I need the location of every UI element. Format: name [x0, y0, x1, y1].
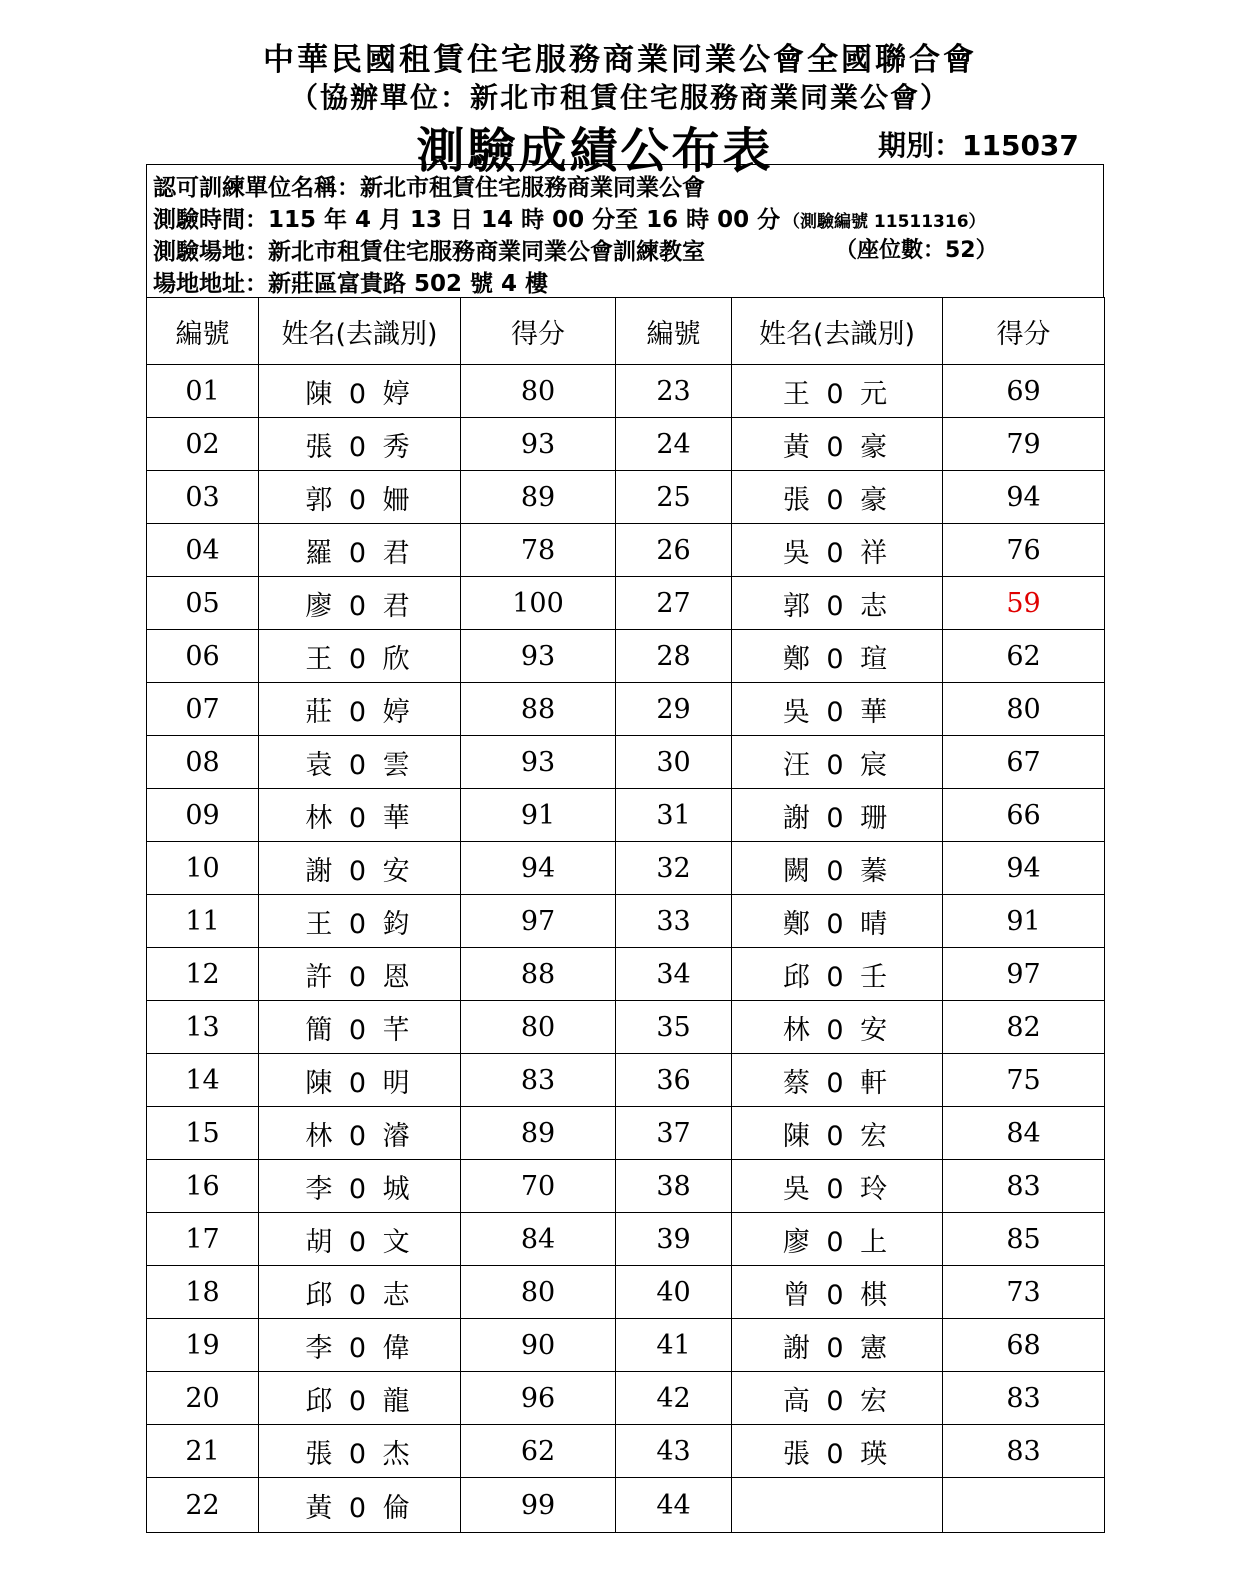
score: 91 [461, 789, 616, 842]
row-number: 34 [616, 948, 732, 1001]
row-number: 06 [147, 630, 259, 683]
score: 75 [943, 1054, 1105, 1107]
score: 59 [943, 577, 1105, 630]
training-org: 認可訓練單位名稱：新北市租賃住宅服務商業同業公會 [153, 175, 705, 201]
score: 79 [943, 418, 1105, 471]
col-header-number: 編號 [147, 298, 259, 365]
score: 62 [943, 630, 1105, 683]
col-header-score: 得分 [943, 298, 1105, 365]
row-number: 44 [616, 1478, 732, 1533]
student-name: 郭 0 志 [732, 577, 943, 630]
row-number: 35 [616, 1001, 732, 1054]
score: 84 [943, 1107, 1105, 1160]
row-number: 30 [616, 736, 732, 789]
score: 93 [461, 418, 616, 471]
student-name: 王 0 欣 [259, 630, 461, 683]
row-number: 41 [616, 1319, 732, 1372]
table-row [147, 418, 1105, 471]
score: 84 [461, 1213, 616, 1266]
student-name: 謝 0 珊 [732, 789, 943, 842]
col-header-name: 姓名(去識別) [732, 298, 943, 365]
student-name: 吳 0 華 [732, 683, 943, 736]
student-name: 汪 0 宸 [732, 736, 943, 789]
score: 88 [461, 948, 616, 1001]
student-name: 吳 0 祥 [732, 524, 943, 577]
score: 80 [461, 1266, 616, 1319]
row-number: 14 [147, 1054, 259, 1107]
student-name: 廖 0 上 [732, 1213, 943, 1266]
table-header-row [147, 298, 1105, 365]
row-number: 20 [147, 1372, 259, 1425]
student-name: 廖 0 君 [259, 577, 461, 630]
student-name: 胡 0 文 [259, 1213, 461, 1266]
score: 69 [943, 365, 1105, 418]
row-number: 26 [616, 524, 732, 577]
score: 90 [461, 1319, 616, 1372]
score: 89 [461, 1107, 616, 1160]
score: 100 [461, 577, 616, 630]
student-name: 林 0 安 [732, 1001, 943, 1054]
student-name: 許 0 恩 [259, 948, 461, 1001]
score: 70 [461, 1160, 616, 1213]
col-header-score: 得分 [461, 298, 616, 365]
score: 83 [943, 1160, 1105, 1213]
student-name: 黃 0 倫 [259, 1478, 461, 1533]
score: 82 [943, 1001, 1105, 1054]
table-row [147, 524, 1105, 577]
table-row [147, 1213, 1105, 1266]
table-row [147, 1107, 1105, 1160]
student-name: 李 0 城 [259, 1160, 461, 1213]
col-header-number: 編號 [616, 298, 732, 365]
row-number: 16 [147, 1160, 259, 1213]
student-name: 曾 0 棋 [732, 1266, 943, 1319]
student-name: 闕 0 蓁 [732, 842, 943, 895]
student-name: 陳 0 婷 [259, 365, 461, 418]
score: 80 [461, 365, 616, 418]
row-number: 21 [147, 1425, 259, 1478]
score: 94 [943, 471, 1105, 524]
score: 68 [943, 1319, 1105, 1372]
student-name: 林 0 華 [259, 789, 461, 842]
row-number: 09 [147, 789, 259, 842]
student-name: 鄭 0 晴 [732, 895, 943, 948]
row-number: 33 [616, 895, 732, 948]
row-number: 15 [147, 1107, 259, 1160]
table-row [147, 789, 1105, 842]
student-name: 簡 0 芊 [259, 1001, 461, 1054]
row-number: 42 [616, 1372, 732, 1425]
score: 93 [461, 736, 616, 789]
student-name: 邱 0 志 [259, 1266, 461, 1319]
score: 93 [461, 630, 616, 683]
row-number: 31 [616, 789, 732, 842]
period-label: 期別：115037 [878, 129, 1079, 162]
student-name: 張 0 豪 [732, 471, 943, 524]
score: 99 [461, 1478, 616, 1533]
row-number: 28 [616, 630, 732, 683]
table-row [147, 1001, 1105, 1054]
co-organizer-title: （協辦單位：新北市租賃住宅服務商業同業公會） [289, 81, 950, 114]
page-title: 測驗成績公布表 [416, 123, 774, 179]
row-number: 04 [147, 524, 259, 577]
student-name: 張 0 杰 [259, 1425, 461, 1478]
score: 83 [943, 1425, 1105, 1478]
student-name: 鄭 0 瑄 [732, 630, 943, 683]
row-number: 02 [147, 418, 259, 471]
score-table [146, 297, 1105, 1533]
table-row [147, 1160, 1105, 1213]
exam-time: 測驗時間：115 年 4 月 13 日 14 時 00 分至 16 時 00 分 [153, 207, 781, 233]
seat-count: （座位數：52） [835, 238, 998, 263]
student-name: 莊 0 婷 [259, 683, 461, 736]
row-number: 29 [616, 683, 732, 736]
score: 67 [943, 736, 1105, 789]
row-number: 01 [147, 365, 259, 418]
score: 97 [943, 948, 1105, 1001]
student-name: 張 0 秀 [259, 418, 461, 471]
student-name: 王 0 元 [732, 365, 943, 418]
exam-venue: 測驗場地：新北市租賃住宅服務商業同業公會訓練教室 [153, 239, 705, 265]
row-number: 17 [147, 1213, 259, 1266]
row-number: 11 [147, 895, 259, 948]
row-number: 27 [616, 577, 732, 630]
student-name: 林 0 濬 [259, 1107, 461, 1160]
table-row [147, 948, 1105, 1001]
org-title: 中華民國租賃住宅服務商業同業公會全國聯合會 [263, 42, 977, 78]
student-name: 邱 0 壬 [732, 948, 943, 1001]
student-name: 謝 0 安 [259, 842, 461, 895]
score: 89 [461, 471, 616, 524]
table-row [147, 577, 1105, 630]
table-row [147, 683, 1105, 736]
table-row [147, 1266, 1105, 1319]
row-number: 37 [616, 1107, 732, 1160]
student-name: 王 0 鈞 [259, 895, 461, 948]
student-name: 邱 0 龍 [259, 1372, 461, 1425]
table-row [147, 1425, 1105, 1478]
student-name: 謝 0 憲 [732, 1319, 943, 1372]
score [943, 1478, 1105, 1533]
score: 91 [943, 895, 1105, 948]
venue-address: 場地地址：新莊區富貴路 502 號 4 樓 [153, 271, 549, 297]
score: 97 [461, 895, 616, 948]
student-name: 郭 0 姍 [259, 471, 461, 524]
row-number: 19 [147, 1319, 259, 1372]
row-number: 24 [616, 418, 732, 471]
score: 96 [461, 1372, 616, 1425]
row-number: 18 [147, 1266, 259, 1319]
row-number: 07 [147, 683, 259, 736]
student-name: 高 0 宏 [732, 1372, 943, 1425]
score: 66 [943, 789, 1105, 842]
student-name: 李 0 偉 [259, 1319, 461, 1372]
score: 80 [943, 683, 1105, 736]
row-number: 10 [147, 842, 259, 895]
table-row [147, 842, 1105, 895]
score: 62 [461, 1425, 616, 1478]
row-number: 43 [616, 1425, 732, 1478]
row-number: 12 [147, 948, 259, 1001]
score: 85 [943, 1213, 1105, 1266]
exam-info-box [146, 164, 1104, 298]
row-number: 25 [616, 471, 732, 524]
score: 94 [461, 842, 616, 895]
row-number: 38 [616, 1160, 732, 1213]
row-number: 32 [616, 842, 732, 895]
student-name: 蔡 0 軒 [732, 1054, 943, 1107]
table-row [147, 471, 1105, 524]
student-name: 吳 0 玲 [732, 1160, 943, 1213]
score: 78 [461, 524, 616, 577]
table-row [147, 1319, 1105, 1372]
table-row [147, 630, 1105, 683]
score: 76 [943, 524, 1105, 577]
student-name: 陳 0 明 [259, 1054, 461, 1107]
student-name: 袁 0 雲 [259, 736, 461, 789]
row-number: 13 [147, 1001, 259, 1054]
row-number: 05 [147, 577, 259, 630]
row-number: 03 [147, 471, 259, 524]
row-number: 23 [616, 365, 732, 418]
student-name: 羅 0 君 [259, 524, 461, 577]
table-row [147, 365, 1105, 418]
table-row [147, 1372, 1105, 1425]
score: 80 [461, 1001, 616, 1054]
student-name [732, 1478, 943, 1533]
row-number: 22 [147, 1478, 259, 1533]
score: 94 [943, 842, 1105, 895]
score: 88 [461, 683, 616, 736]
exam-number: （測驗編號 11511316） [783, 212, 986, 232]
student-name: 陳 0 宏 [732, 1107, 943, 1160]
table-row [147, 1478, 1105, 1533]
score: 83 [943, 1372, 1105, 1425]
row-number: 36 [616, 1054, 732, 1107]
student-name: 黃 0 豪 [732, 418, 943, 471]
score: 83 [461, 1054, 616, 1107]
table-row [147, 895, 1105, 948]
table-row [147, 736, 1105, 789]
row-number: 40 [616, 1266, 732, 1319]
row-number: 08 [147, 736, 259, 789]
student-name: 張 0 瑛 [732, 1425, 943, 1478]
col-header-name: 姓名(去識別) [259, 298, 461, 365]
row-number: 39 [616, 1213, 732, 1266]
score: 73 [943, 1266, 1105, 1319]
table-row [147, 1054, 1105, 1107]
